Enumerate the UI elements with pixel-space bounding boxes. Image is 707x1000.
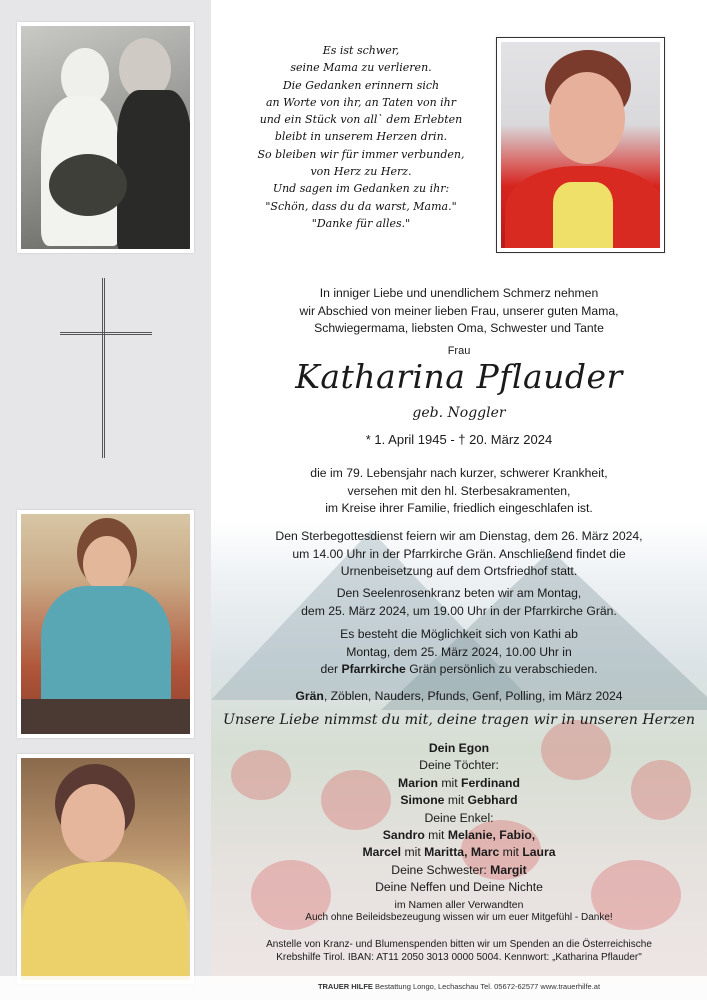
rosary-info bbox=[211, 585, 707, 620]
intro-line: Schwiegermama, liebsten Oma, Schwester und Tante bbox=[314, 321, 604, 335]
places-rest: , Zöblen, Nauders, Pfunds, Genf, Polling, im März 2024 bbox=[323, 689, 623, 703]
cross-icon bbox=[60, 278, 152, 458]
poem-line: "Schön, dass du da warst, Mama." bbox=[265, 199, 457, 213]
grandchildren-label: Deine Enkel: bbox=[424, 810, 494, 825]
rosary-line: dem 25. März 2024, um 19.00 Uhr in der Pfarrkirche Grän. bbox=[301, 603, 617, 618]
funeral-line: um 14.00 Uhr in der Pfarrkirche Grän. Anschließend findet die bbox=[292, 546, 626, 561]
poem-line: bleibt in unserem Herzen drin. bbox=[274, 130, 448, 144]
funeral-info bbox=[211, 528, 707, 581]
donation-line: Krebshilfe Tirol. IBAN: AT11 2050 3013 0000 5004. Kennwort: „Katharina Pflauder" bbox=[276, 952, 642, 963]
place-main: Grän bbox=[295, 689, 324, 703]
poem-line: So bleiben wir für immer verbunden, bbox=[257, 147, 465, 161]
young-woman-photo bbox=[17, 510, 194, 738]
farewell-line bbox=[211, 661, 707, 679]
intro-line: In inniger Liebe und unendlichem Schmerz nehmen bbox=[319, 286, 599, 300]
life-dates: * 1. April 1945 - † 20. März 2024 bbox=[365, 432, 553, 447]
family-member: Gebhard bbox=[467, 793, 518, 808]
husband: Dein Egon bbox=[428, 741, 490, 755]
poem-line: Es ist schwer, bbox=[322, 44, 400, 57]
senior-woman-photo bbox=[17, 754, 194, 984]
family-connector: mit bbox=[444, 793, 468, 808]
wedding-photo bbox=[17, 22, 194, 253]
family-member: Margit bbox=[490, 862, 527, 877]
poem-line: und ein Stück von all` dem Erlebten bbox=[259, 113, 463, 127]
donation-info bbox=[211, 938, 707, 964]
family-line bbox=[211, 844, 707, 861]
donation-line: Anstelle von Kranz- und Blumenspenden bitten wir um Spenden an die Österreichische bbox=[266, 939, 652, 950]
relatives-line: im Namen aller Verwandten bbox=[394, 898, 524, 911]
notice-line: die im 79. Lebensjahr nach kurzer, schwerer Krankheit, bbox=[310, 466, 608, 480]
nephews-line: Deine Neffen und Deine Nichte bbox=[375, 880, 543, 895]
poem-line: an Worte von ihr, an Taten von ihr bbox=[265, 95, 457, 109]
notice-line: im Kreise ihrer Familie, friedlich eingeschlafen ist. bbox=[325, 501, 593, 515]
poem-line: von Herz zu Herz. bbox=[310, 165, 412, 179]
family-line bbox=[211, 827, 707, 844]
maiden-name: geb. Noggler bbox=[412, 405, 506, 421]
salutation: Frau bbox=[447, 345, 471, 357]
poem-line: "Danke für alles." bbox=[311, 216, 411, 230]
family-line bbox=[211, 862, 707, 879]
thanks-line: Auch ohne Beileidsbezeugung wissen wir um euer Mitgefühl - Danke! bbox=[305, 912, 613, 923]
family-connector: mit bbox=[438, 775, 462, 790]
family-member: Sandro bbox=[382, 828, 425, 843]
funeral-line: Den Sterbegottesdienst feiern wir am Dienstag, dem 26. März 2024, bbox=[275, 529, 643, 543]
death-notice-text bbox=[211, 465, 707, 518]
family-member: Laura bbox=[522, 845, 556, 860]
farewell-text: Grän persönlich zu verabschieden. bbox=[405, 662, 598, 676]
family-line bbox=[211, 775, 707, 792]
poem-line: seine Mama zu verlieren. bbox=[290, 61, 432, 75]
sidebar bbox=[0, 0, 211, 1000]
notice-line: versehen mit den hl. Sterbesakramenten, bbox=[347, 483, 571, 498]
family-member: Marcel bbox=[362, 845, 402, 860]
intro-line: wir Abschied von meiner lieben Frau, unserer guten Mama, bbox=[299, 303, 619, 318]
family-connector: mit bbox=[401, 845, 425, 860]
rosary-line: Den Seelenrosenkranz beten wir am Montag, bbox=[336, 586, 582, 600]
family-member: Ferdinand bbox=[461, 775, 520, 790]
family-line bbox=[211, 792, 707, 809]
places-line bbox=[211, 689, 707, 703]
sister-label: Deine Schwester: bbox=[391, 862, 491, 877]
funeral-line: Urnenbeisetzung auf dem Ortsfriedhof statt. bbox=[340, 564, 578, 578]
church-name: Pfarrkirche bbox=[341, 662, 406, 676]
family-member: Maritta, Marc bbox=[424, 845, 500, 860]
family-member: Marion bbox=[398, 775, 438, 790]
family-list bbox=[211, 740, 707, 914]
footer-text: Bestattung Longo, Lechaschau Tel. 05672-62577 www.trauerhilfe.at bbox=[372, 982, 601, 991]
poem bbox=[245, 42, 477, 232]
motto: Unsere Liebe nimmst du mit, deine tragen wir in unseren Herzen bbox=[223, 712, 695, 728]
farewell-line: Montag, dem 25. März 2024, 10.00 Uhr in bbox=[346, 644, 572, 659]
poem-line: Die Gedanken erinnern sich bbox=[282, 78, 440, 92]
intro-text bbox=[211, 285, 707, 338]
poem-line: Und sagen im Gedanken zu ihr: bbox=[272, 182, 450, 196]
farewell-text: der bbox=[320, 662, 342, 676]
footer-brand: TRAUER HILFE bbox=[317, 982, 373, 991]
farewell-info bbox=[211, 626, 707, 679]
family-connector: mit bbox=[499, 845, 523, 860]
family-member: Simone bbox=[400, 793, 445, 808]
deceased-name: Katharina Pflauder bbox=[295, 357, 623, 396]
main-content bbox=[211, 0, 707, 1000]
daughters-label: Deine Töchter: bbox=[419, 758, 499, 773]
footer bbox=[0, 982, 707, 991]
family-connector: mit bbox=[424, 828, 448, 843]
farewell-line: Es besteht die Möglichkeit sich von Kathi ab bbox=[340, 627, 578, 641]
family-member: Melanie, Fabio, bbox=[447, 828, 536, 843]
